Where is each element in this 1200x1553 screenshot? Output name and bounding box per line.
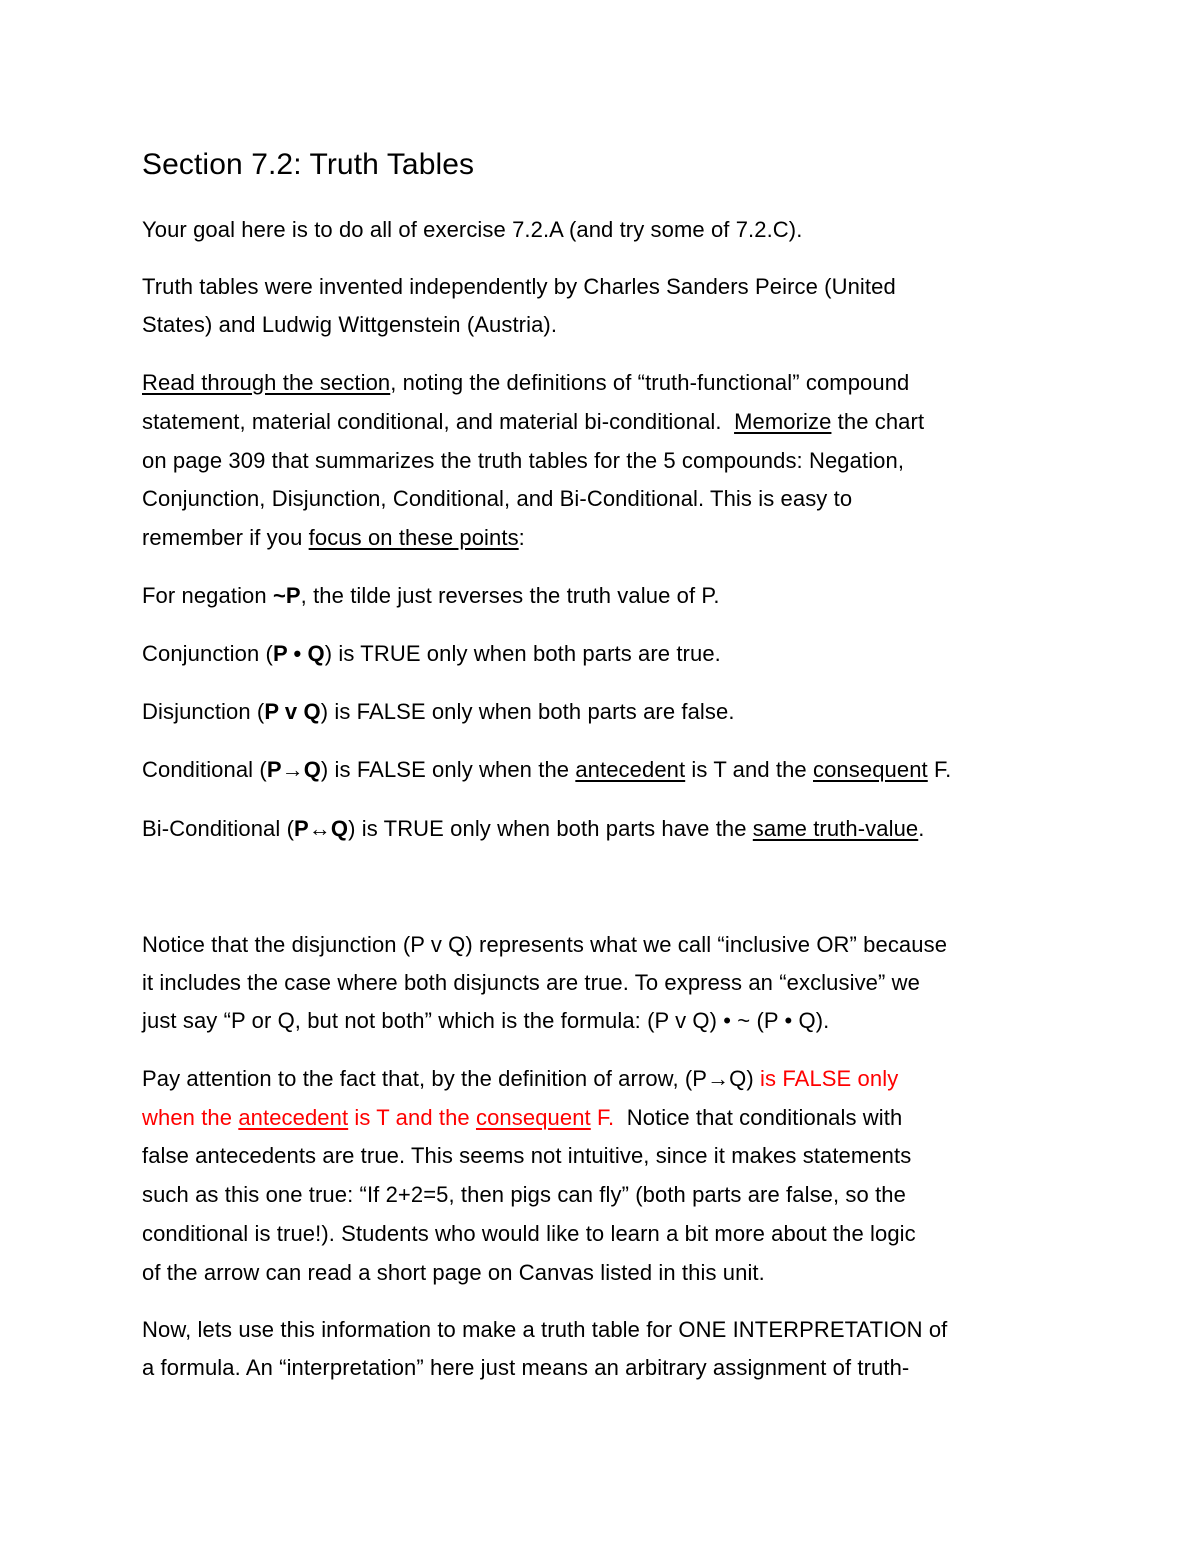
read-line-5: remember if you focus on these points: [142, 525, 525, 550]
read-line-4: Conjunction, Disjunction, Conditional, and Bi-Conditional. This is easy to [142, 486, 853, 511]
read-line-3: on page 309 that summarizes the truth tables for the 5 compounds: Negation, [142, 448, 905, 473]
notice-line-1: Notice that the disjunction (P v Q) represents what we call “inclusive OR” because [142, 932, 948, 957]
red-highlight-1: is FALSE only [760, 1066, 899, 1091]
point-disjunction: Disjunction (P v Q) is FALSE only when both parts are false. [142, 699, 735, 724]
attention-line-3: false antecedents are true. This seems not intuitive, since it makes statements [142, 1143, 912, 1168]
history-line-2: States) and Ludwig Wittgenstein (Austria). [142, 312, 558, 337]
now-line-1: Now, lets use this information to make a truth table for ONE INTERPRETATION of [142, 1317, 948, 1342]
conditional-symbol: P→Q [266, 757, 321, 782]
point-conjunction: Conjunction (P • Q) is TRUE only when both parts are true. [142, 641, 721, 666]
attention-line-6: of the arrow can read a short page on Canvas listed in this unit. [142, 1260, 765, 1285]
conjunction-symbol: P • Q [272, 641, 325, 666]
point-conditional: Conditional (P→Q) is FALSE only when the antecedent is T and the consequent F. [142, 757, 952, 782]
attention-line-1: Pay attention to the fact that, by the definition of arrow, (P→Q) is FALSE only [142, 1066, 899, 1091]
read-line-1: Read through the section, noting the definitions of “truth-functional” compound [142, 370, 910, 395]
attention-line-5: conditional is true!). Students who would like to learn a bit more about the logic [142, 1221, 916, 1246]
history-line-1: Truth tables were invented independently by Charles Sanders Peirce (United [142, 274, 896, 299]
consequent-term: consequent [813, 757, 928, 782]
now-line-2: a formula. An “interpretation” here just means an arbitrary assignment of truth- [142, 1355, 910, 1380]
focus-points-emphasis: focus on these points [308, 525, 519, 550]
red-consequent-term: consequent [475, 1105, 591, 1130]
point-biconditional: Bi-Conditional (P↔Q) is TRUE only when both parts have the same truth-value. [142, 816, 925, 841]
point-negation: For negation ~P, the tilde just reverses the truth value of P. [142, 583, 720, 608]
goal-paragraph: Your goal here is to do all of exercise 7.2.A (and try some of 7.2.C). [142, 217, 803, 242]
notice-line-3: just say “P or Q, but not both” which is the formula: (P v Q) • ~ (P • Q). [142, 1008, 830, 1033]
memorize-emphasis: Memorize [734, 409, 832, 434]
attention-line-2: when the antecedent is T and the consequent F. Notice that conditionals with [142, 1105, 903, 1130]
negation-symbol: ~P [272, 583, 301, 608]
red-antecedent-term: antecedent [238, 1105, 349, 1130]
biconditional-symbol: P↔Q [294, 816, 349, 841]
disjunction-symbol: P v Q [264, 699, 321, 724]
read-line-2: statement, material conditional, and material bi-conditional. Memorize the chart [142, 409, 925, 434]
antecedent-term: antecedent [575, 757, 686, 782]
section-heading: Section 7.2: Truth Tables [142, 148, 475, 181]
notice-line-2: it includes the case where both disjuncts are true. To express an “exclusive” we [142, 970, 920, 995]
read-through-emphasis: Read through the section [142, 370, 391, 395]
same-truth-value-term: same truth-value [752, 816, 919, 841]
attention-line-4: such as this one true: “If 2+2=5, then pigs can fly” (both parts are false, so the [142, 1182, 906, 1207]
